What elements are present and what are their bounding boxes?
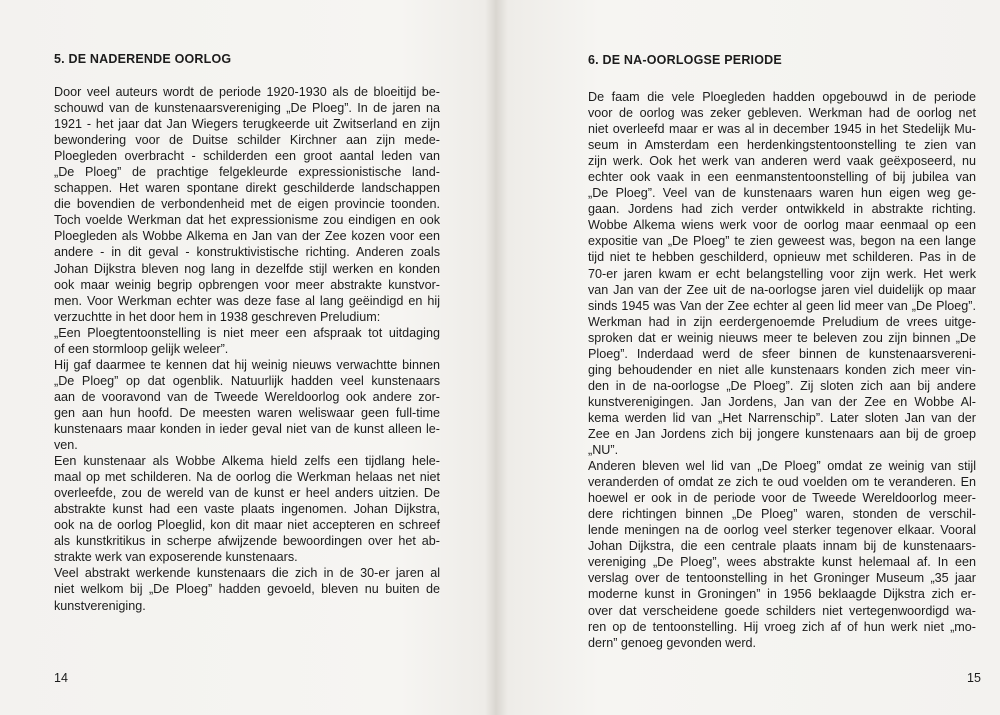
text-line: ging behoudender en niet alle kunstenaars konden zich meer vin- [588,362,976,377]
text-line: Wobbe Alkema wiens werk voor de oorlog maar eenmaal op een [588,218,976,233]
text-line: abstrakte kunst had een vaste plaats ingenomen. Johan Dijkstra, [54,502,440,517]
text-line: als kunstkritikus in scherpe afwijzende bewoordingen over het ab- [54,534,440,549]
text-line: Hij gaf daarmee te kennen dat hij weinig nieuws verwachtte binnen [54,357,440,372]
left-page [0,0,495,715]
text-line: Werkman had in zijn eerdergenoemde Preludium de vrees uitge- [588,314,976,329]
text-line: over dat verscheidene goede schilders niet vertegenwoordigd wa- [588,603,976,618]
text-line: Door veel auteurs wordt de periode 1920-1930 als de bloeitijd be- [54,85,440,99]
text-line: gaan. Jordens had zich verder ontwikkeld in abstrakte richting. [588,202,976,217]
text-line: Veel abstrakt werkende kunstenaars die zich in de 30-er jaren al [54,566,440,581]
text-line: Ploegleden overbracht - schilderden een groot aantal leden van [54,149,440,164]
text-line: den in de na-oorlogse „De Ploeg”. Zij sloten zich aan bij andere [588,378,976,393]
text-line: bewondering voor de Duitse schilder Kirchner aan zijn mede- [54,133,440,148]
text-line: of een stormloop gelijk weleer”. [54,341,229,356]
text-line: Anderen bleven wel lid van „De Ploeg” omdat ze weinig van stijl [588,459,976,474]
text-line: kunstvereniging. [54,598,146,613]
text-line: ven. [54,438,78,453]
text-line: Ploegleden als Wobbe Alkema en Jan van der Zee kozen voor een [54,229,440,244]
text-line: „De Ploeg” de prachtige felgekleurde expressionistische land- [54,165,440,180]
text-line: Ploeg”. Inderdaad werd de sfeer binnen de kunstenaarsvereni- [588,346,976,361]
text-line: zijn werk. Ook het werk van anderen werd vaak geëxposeerd, nu [588,154,976,169]
text-line: Johan Dijkstra bleven nog lang in dezelfde stijl werken en konden [54,261,440,276]
text-line: 1921 - het jaar dat Jan Wiegers terugkeerde uit Zwitserland en zijn [54,117,440,132]
text-line: dern” genoeg gevonden werd. [588,635,757,650]
right-page-title: 6. DE NA-OORLOGSE PERIODE [588,53,782,67]
text-line: verslag over de tentoonstelling in het Groninger Museum „35 jaar [588,571,976,586]
text-line: schouwd van de kunstenaarsvereniging „De Ploeg”. In de jaren na [54,101,440,116]
text-line: voor de oorlog was zeker gebleven. Werkman had de oorlog net [588,106,976,121]
text-line: andere - in dit geval - konstruktivistische richting. Anderen zoals [54,245,440,260]
text-line: overleefde, zou de wereld van de kunst er heel anders uitzien. De [54,486,440,501]
text-line: veranderden of omdat ze zich te oud voelden om te veranderen. En [588,475,976,490]
text-line: vereniging „De Ploeg”, wees abstrakte kunst helemaal af. In een [588,555,976,570]
text-line: Johan Dijkstra, die een centrale plaats innam bij de kunstenaars- [588,539,976,554]
text-line: echter ook vaak in een eenmanstentoonstelling of bij jubilea van [588,170,976,185]
left-page-number: 14 [54,671,68,685]
text-line: kunstverenigingen. Jan Jordens, Jan van der Zee en Wobbe Al- [588,394,976,409]
text-line: seum in Amsterdam een herdenkingstentoonstelling te zien van [588,138,976,153]
text-line: „NU”. [588,443,619,458]
text-line: kunstenaars maar konden in ieder geval niet van de kunst alleen le- [54,421,440,436]
text-line: Een kunstenaar als Wobbe Alkema hield zelfs een tijdlang hele- [54,454,440,469]
text-line: kema werden lid van „Het Narrenschip”. Later sloten Jan van der [588,410,976,425]
text-line: sinds 1945 was Van der Zee echter al geen lid meer van „De Ploeg”. [588,298,976,313]
text-line: hoewel er ook in de periode voor de Tweede Wereldoorlog meer- [588,491,976,506]
text-line: ook maar weinig begrip opbrengen voor meer abstrakte kunstvor- [54,277,440,292]
text-line: ook na de oorlog Ploeglid, kon dit maar niet accepteren en schreef [54,518,440,533]
right-page [505,0,1000,715]
text-line: gen aan hun hoofd. De meesten waren weliswaar geen full-time [54,405,440,420]
text-line: tijd niet te hebben geschilderd, opnieuw met schilderen. Pas in de [588,250,976,265]
text-line: Toch voelde Werkman dat het expressionisme zou eindigen en ook [54,213,440,228]
right-page-body [588,89,976,651]
right-page-number: 15 [967,671,981,685]
text-line: schappen. Het waren spontane direkt geschilderde landschappen [54,181,440,196]
text-line: maal op met schilderen. Na de oorlog die Werkman helaas net niet [54,470,440,485]
left-page-body [54,84,440,614]
text-line: die bovendien de verbondenheid met de eigen provincie toonden. [54,197,440,212]
text-line: „De Ploeg”. Veel van de kunstenaars waren hun eigen weg ge- [588,186,976,201]
text-line: niet welkom bij „De Ploeg” hadden gevoeld, bleven nu buiten de [54,582,440,597]
text-line: „Een Ploegtentoonstelling is niet meer een afspraak tot uitdaging [54,325,440,340]
text-line: ren op de tentoonstelling. Hij vroeg zich af of hun werk niet „mo- [588,619,976,634]
text-line: aan de vooravond van de Tweede Wereldoorlog ook andere zor- [54,389,440,404]
text-line: sproken dat er weinig nieuws meer te beleven zou zijn binnen „De [588,330,976,345]
text-line: De faam die vele Ploegleden hadden opgebouwd in de periode [588,90,976,104]
text-line: niet overleefd maar er was al in december 1945 in het Stedelijk Mu- [588,122,976,137]
text-line: moderne kunst in Groningen” in 1956 beklaagde Dijkstra zich er- [588,587,976,602]
text-line: men. Voor Werkman echter was deze fase al lang geëindigd en hij [54,293,440,308]
text-line: lende meningen na de oorlog veel sterker tegenover elkaar. Vooral [588,523,976,538]
left-page-title: 5. DE NADERENDE OORLOG [54,52,232,66]
text-line: verzuchtte in het door hem in 1938 geschreven Preludium: [54,309,381,324]
text-line: „De Ploeg” op dat ogenblik. Natuurlijk hadden veel kunstenaars [54,373,440,388]
text-line: strakte werk van exposerende kunstenaars. [54,550,298,565]
text-line: Zee en Jan Jordens zich bij jongere kunstenaars aan bij de groep [588,426,976,441]
text-line: dere richtingen binnen „De Ploeg” waren, stonden de verschil- [588,507,976,522]
text-line: van Jan van der Zee uit de na-oorlogse jaren viel duidelijk op maar [588,282,976,297]
text-line: expositie van „De Ploeg” te zien geweest was, begon na een lange [588,234,976,249]
text-line: 70-er jaren kwam er echt belangstelling voor zijn werk. Het werk [588,266,976,281]
